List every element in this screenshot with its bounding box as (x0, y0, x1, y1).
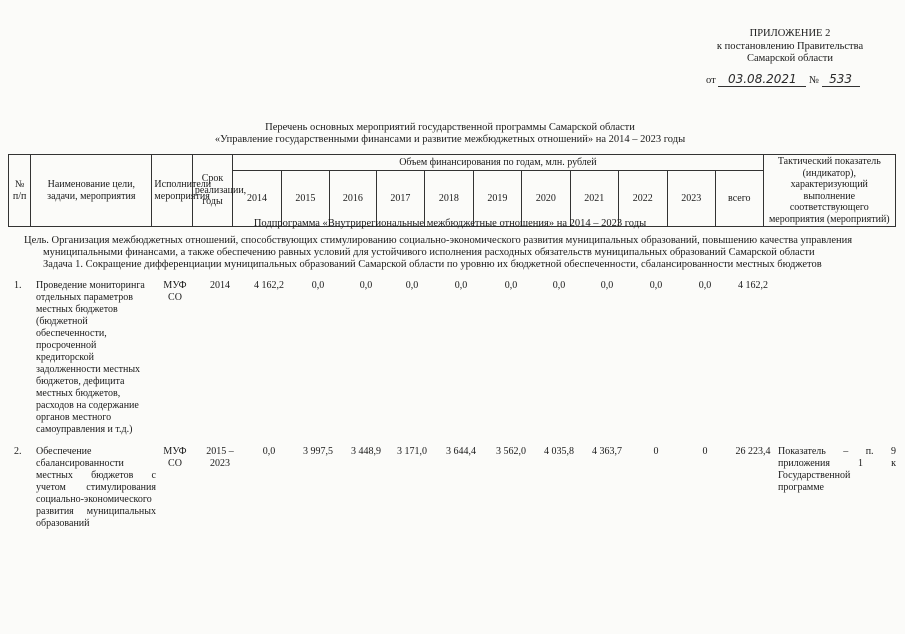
appendix-line-1: ПРИЛОЖЕНИЕ 2 (749, 28, 831, 39)
row-value: 3 644,4 (446, 446, 476, 457)
row-value: 0,0 (600, 280, 614, 291)
table-row (8, 446, 896, 546)
row-executor: МУФ СО (163, 280, 187, 303)
row-executor: МУФ СО (163, 446, 187, 469)
header-year: 2014 (233, 171, 281, 227)
header-executors: Исполнители мероприятия (152, 155, 192, 227)
row-term: 2014 (210, 280, 230, 291)
document-title (150, 122, 750, 146)
header-year: 2016 (330, 171, 376, 227)
header-num: № п/п (9, 155, 31, 227)
row-num: 1. (14, 280, 22, 291)
goal-line-2: муниципальными финансами, а также обеспечению равных условий для устойчивого исполнения расходных обязательств муниципальных образований Самарской области (43, 247, 815, 258)
row-value: 0,0 (311, 280, 325, 291)
number-prefix: № (808, 75, 819, 86)
row-value: 0 (702, 446, 708, 457)
row-value: 4 162,2 (254, 280, 284, 291)
row-value: 3 562,0 (496, 446, 526, 457)
row-value: 0,0 (698, 280, 712, 291)
header-year: 2023 (667, 171, 715, 227)
row-value: 3 448,9 (351, 446, 381, 457)
title-line-1: Перечень основных мероприятий государственной программы Самарской области (265, 122, 635, 133)
row-name: Проведение мониторинга отдельных параметров местных бюджетов (бюджетной обеспеченности, просроченной кредиторской задолженности местных бюджетов, дефицита местных бюджетов, расходов на содержание органов местного самоуправления и т.д.) (36, 280, 145, 435)
row-total: 4 162,2 (738, 280, 768, 291)
header-term: Срок реализации, годы (192, 155, 232, 227)
task-line: Задача 1. Сокращение дифференциации муниципальных образований Самарской области по уровню их бюджетной обеспеченности, сбалансированности местных бюджетов (43, 259, 822, 270)
row-value: 4 363,7 (592, 446, 622, 457)
handwritten-number: 533 (822, 72, 860, 87)
row-value: 0,0 (649, 280, 663, 291)
table-row (8, 280, 896, 440)
row-indicator: Показатель – п. 9 приложения 1 к Государственной программе (778, 446, 896, 493)
header-year: 2019 (473, 171, 521, 227)
appendix-line-2: к постановлению Правительства (716, 40, 864, 52)
header-year: 2022 (619, 171, 667, 227)
row-value: 0,0 (504, 280, 518, 291)
row-value: 0,0 (359, 280, 373, 291)
header-financing: Объем финансирования по годам, млн. рублей (233, 155, 763, 171)
header-name: Наименование цели, задачи, мероприятия (31, 155, 152, 227)
header-year: 2021 (570, 171, 618, 227)
row-value: 4 035,8 (544, 446, 574, 457)
financing-table-header (8, 154, 896, 227)
row-value: 0,0 (262, 446, 276, 457)
row-num: 2. (14, 446, 22, 457)
row-value: 0,0 (405, 280, 419, 291)
row-name: Обеспечение сбалансированности местных бюджетов с учетом стимулирования социально-экономического развития муниципальных образований (36, 446, 156, 529)
subprogram-title: Подпрограмма «Внутрирегиональные межбюджетные отношения» на 2014 – 2023 годы (253, 218, 647, 229)
title-line-2: «Управление государственными финансами и развитие межбюджетных отношений» на 2014 – 2023 годы (214, 134, 686, 145)
header-year: 2015 (281, 171, 329, 227)
row-value: 3 171,0 (397, 446, 427, 457)
row-value: 0 (653, 446, 659, 457)
header-year: 2018 (425, 171, 473, 227)
header-year: 2020 (522, 171, 570, 227)
row-value: 0,0 (552, 280, 566, 291)
goal-line-1: Цель. Организация межбюджетных отношений, способствующих стимулированию социально-экономического развития муниципальных образований, повышению качества управления (24, 235, 853, 246)
resolution-date-number (706, 72, 860, 87)
goal-block (24, 235, 888, 271)
appendix-header (690, 28, 890, 66)
header-year: 2017 (376, 171, 424, 227)
appendix-line-3: Самарской области (747, 53, 833, 64)
row-value: 3 997,5 (303, 446, 333, 457)
row-total: 26 223,4 (735, 446, 771, 457)
handwritten-date: 03.08.2021 (718, 72, 806, 87)
row-value: 0,0 (454, 280, 468, 291)
row-term: 2015 – 2023 (206, 446, 234, 469)
header-indicator: Тактический показатель (индикатор), характеризующий выполнение соответствующего мероприятия (мероприятий) (763, 155, 895, 227)
header-total: всего (716, 171, 764, 227)
date-prefix: от (706, 75, 716, 86)
